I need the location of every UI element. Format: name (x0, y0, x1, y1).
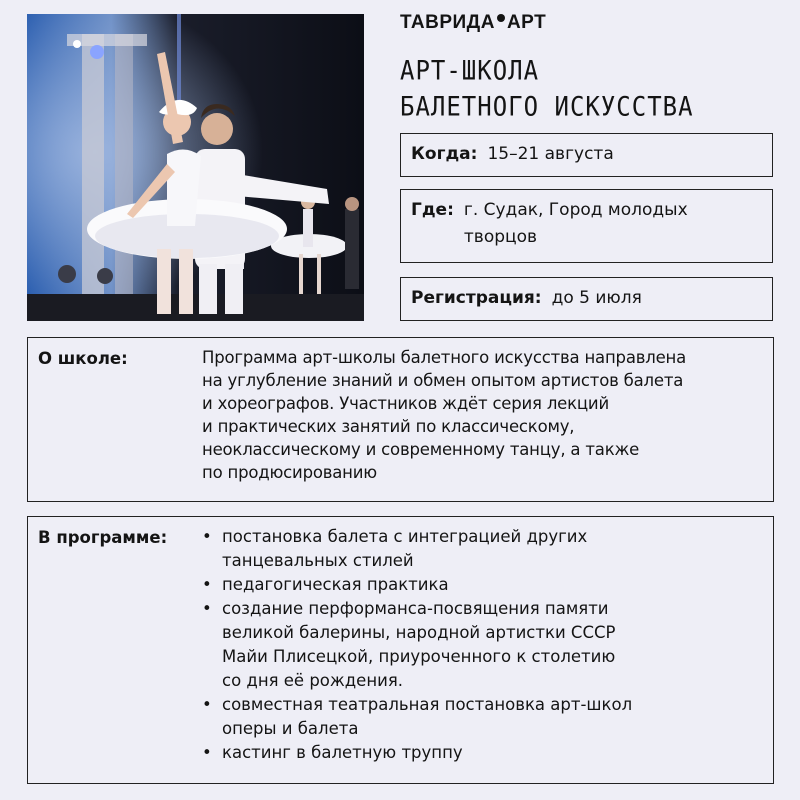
about-line: по продюсированию (202, 463, 377, 482)
list-item-line: танцевальных стилей (222, 551, 414, 570)
title-line-2: БАЛЕТНОГО ИСКУССТВА (400, 91, 694, 123)
list-item (202, 693, 632, 741)
registration-label: Регистрация: (411, 288, 542, 308)
list-item-line: оперы и балета (222, 719, 359, 738)
ballet-dancers-photo (27, 14, 364, 321)
list-item-line: • постановка балета с интеграцией других (222, 527, 588, 546)
about-line: Программа арт-школы балетного искусства направлена (202, 348, 687, 367)
brand-logo (400, 12, 546, 38)
title-line-1: АРТ-ШКОЛА (400, 55, 540, 86)
about-label: О школе: (38, 349, 128, 368)
registration-value: до 5 июля (551, 288, 642, 308)
about-line: и хореографов. Участников ждёт серия лекций (202, 394, 609, 413)
when-value: 15–21 августа (487, 144, 614, 164)
about-section (27, 337, 774, 502)
list-item-line: Майи Плисецкой, приуроченного к столетию (222, 647, 616, 666)
registration-box (400, 277, 773, 321)
program-label: В программе: (38, 528, 168, 547)
program-list (202, 525, 632, 775)
about-text (202, 346, 686, 493)
list-item-line: со дня её рождения. (222, 671, 404, 690)
list-item (202, 573, 632, 597)
list-item-line: великой балерины, народной артистки СССР (222, 623, 616, 642)
page-title (400, 53, 694, 126)
program-section (27, 516, 774, 784)
brand-name-left: ТАВРИДА (400, 12, 495, 33)
about-line: неоклассическому и современному танцу, а также (202, 440, 640, 459)
about-line: на углубление знаний и обмен опытом артистов балета (202, 371, 684, 390)
ballet-photo (27, 14, 364, 321)
where-label: Где: (411, 200, 454, 220)
about-line: и практических занятий по классическому, (202, 417, 575, 436)
list-item (202, 597, 632, 693)
where-box (400, 189, 773, 263)
list-item-line: • создание перформанса-посвящения памяти (222, 599, 609, 618)
where-value-line-1: г. Судак, Город молодых (463, 200, 688, 220)
list-item-line: • кастинг в балетную труппу (222, 743, 463, 762)
where-value-line-2: творцов (463, 227, 537, 247)
when-box (400, 133, 773, 177)
brand-dot-icon (497, 14, 505, 22)
list-item (202, 741, 632, 765)
where-value (464, 197, 688, 251)
list-item-line: • педагогическая практика (222, 575, 449, 594)
when-label: Когда: (411, 144, 478, 164)
list-item (202, 525, 632, 573)
brand-name-right: АРТ (506, 12, 547, 33)
list-item-line: • совместная театральная постановка арт-школ (222, 695, 633, 714)
